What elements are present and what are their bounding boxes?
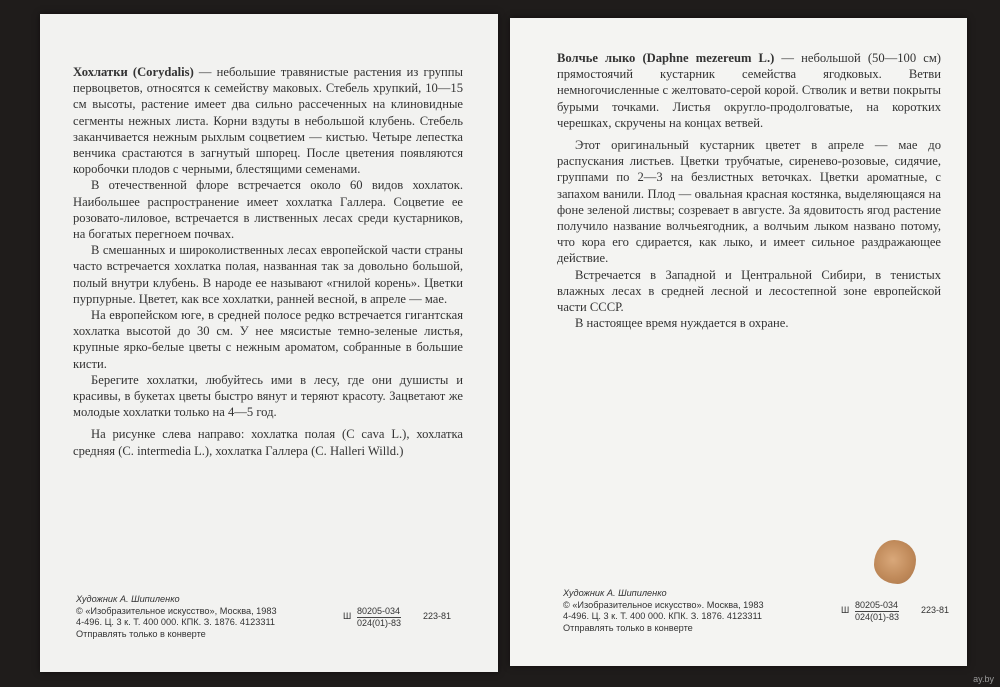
- description-paragraph: Волчье лыко (Daphne mezereum L.) — небольшой (50—100 см) прямостоячий кустарник семейства ягодковых. Ветви немногочисленные с желтовато-серой корой. Стволик и ветви покрыты бурыми точками. Листья округло-продолговатые, на коротких черешках, скручены на концах ветвей.: [557, 51, 941, 130]
- description-text: [557, 50, 941, 331]
- description-paragraph: Этот оригинальный кустарник цветет в апреле — мае до распускания листьев. Цветки трубчатые, сиренево-розовые, сидячие, группами по 2—3 на безлистных веточках. Цветки ароматные, с запахом ванили. Плод — овальная красная костянка, выделяющаяся на фоне зеленой листвы; созревает в августе. За ядовитость ягод растение получило название волчьеягодник, а волчьим лыком названо потому, что кора его сдирается, как лыко, и имеет сильное раздражающее действие.: [557, 138, 941, 266]
- stain-mark: [874, 540, 916, 584]
- code-right: 223-81: [921, 605, 950, 615]
- description-paragraph: Берегите хохлатки, любуйтесь ими в лесу, где они душисты и красивы, в букетах цветы быстро вянут и теряют красоту. Зацветают же молодые хохлатки только на 4—5 год.: [73, 372, 463, 420]
- postcard-back-corydalis: [40, 14, 498, 672]
- postcard-back-daphne: [510, 18, 967, 666]
- print-info: 4-496. Ц. 3 к. Т. 400 000. КПК. З. 1876. 4123311: [563, 611, 763, 622]
- code-numerator: 80205-034: [357, 606, 401, 616]
- code-letter: Ш: [343, 611, 352, 621]
- artist-credit: Художник А. Шипиленко: [76, 594, 180, 604]
- description-paragraph: В смешанных и широколиственных лесах европейской части страны часто встречается хохлатка полая, названная так за довольно большой, полый внутри клубень. В народе ее называют «гнилой корень». Цветки пурпурные. Цветет, как все хохлатки, ранней весной, в апреле — мае.: [73, 243, 463, 306]
- description-paragraph: Хохлатки (Corydalis) — небольшие травянистые растения из группы первоцветов, относятся к семейству маковых. Стебель хрупкий, 10—15 см высоты, растение имеет два сильно рассеченных на клиновидные сегменты нежных листа. Корни вздуты в небольшой клубень. Стебель заканчивается нежным рыхлым соцветием — кистью. Четыре лепестка венчика срастаются в загнутый шпорец. После цветения появляются коробочки плодов с черными, блестящими семенами.: [73, 65, 463, 177]
- code-denominator: 024(01)-83: [855, 611, 900, 622]
- description-text: [73, 64, 463, 459]
- mail-note: Отправлять только в конверте: [563, 622, 693, 633]
- publisher-line: © «Изобразительное искусство». Москва, 1983: [563, 599, 764, 610]
- description-paragraph: На европейском юге, в средней полосе редко встречается гигантская хохлатка высотой до 30 см. У нее мясистые темно-зеленые листья, крупные ярко-белые цветы с нежным ароматом, собранные в большие кисти.: [73, 308, 463, 371]
- site-watermark: ay.by: [973, 674, 994, 684]
- imprint-block: [76, 594, 486, 640]
- description-paragraph: В отечественной флоре встречается около 60 видов хохлаток. Наибольшее распространение имеет хохлатка Галлера. Соцветие ее розовато-лиловое, встречается в лиственных лесах среди кустарников, на богатых перегноем почвах.: [73, 178, 463, 242]
- species-title: Хохлатки (Corydalis): [73, 65, 194, 79]
- figure-caption: На рисунке слева направо: хохлатка полая (C cava L.), хохлатка средняя (C. intermedia L.), хохлатка Галлера (C. Halleri Willd.): [73, 427, 463, 458]
- description-paragraph: В настоящее время нуждается в охране.: [575, 316, 789, 331]
- species-title: Волчье лыко (Daphne mezereum L.): [557, 51, 775, 65]
- description-paragraph: Встречается в Западной и Центральной Сибири, в тенистых влажных лесах в средней лесной и лесостепной зоне европейской части СССР.: [557, 267, 941, 315]
- code-letter: Ш: [841, 605, 850, 615]
- code-numerator: 80205-034: [855, 600, 899, 610]
- imprint-block: [563, 588, 958, 634]
- code-denominator: 024(01)-83: [357, 617, 402, 628]
- mail-note: Отправлять только в конверте: [76, 628, 206, 639]
- code-right: 223-81: [423, 611, 452, 621]
- artist-credit: Художник А. Шипиленко: [563, 588, 667, 598]
- publisher-line: © «Изобразительное искусство», Москва, 1983: [76, 605, 277, 616]
- print-info: 4-496. Ц. 3 к. Т. 400 000. КПК. З. 1876. 4123311: [76, 617, 276, 628]
